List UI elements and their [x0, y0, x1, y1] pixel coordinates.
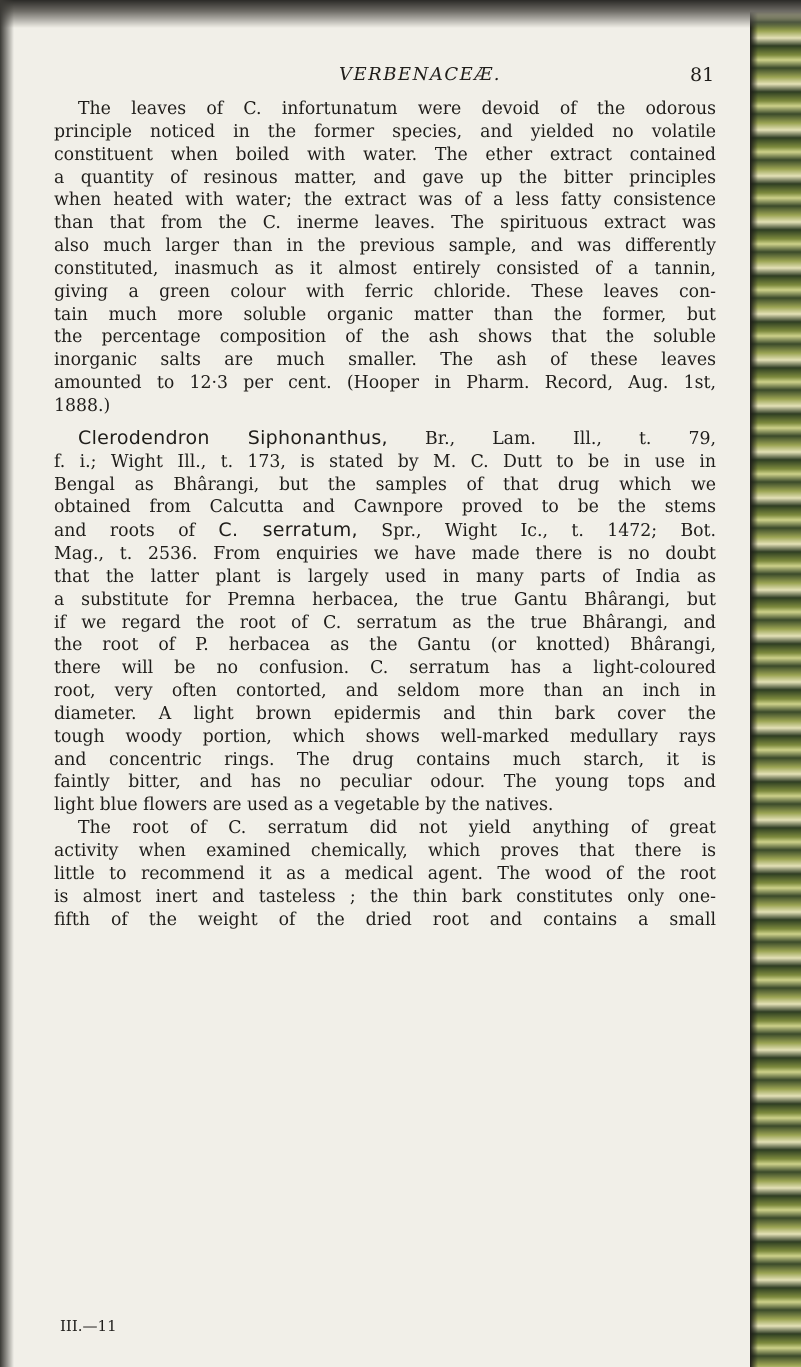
- text-line: f. i.; Wight Ill., t. 173, is stated by M. C. Dutt to be in use in: [54, 451, 716, 472]
- species-heading: Clerodendron Siphonanthus,: [78, 426, 388, 449]
- text-line: diameter. A light brown epidermis and thin bark cover the: [54, 703, 716, 724]
- text-line: giving a green colour with ferric chloride. These leaves con-: [54, 281, 716, 302]
- text-line: amounted to 12·3 per cent. (Hooper in Pharm. Record, Aug. 1st,: [54, 373, 716, 394]
- text-line: The root of C. serratum did not yield anything of great: [78, 818, 716, 839]
- text-line: tough woody portion, which shows well-marked medullary rays: [54, 726, 716, 747]
- page-number: 81: [690, 64, 715, 86]
- text-line: and concentric rings. The drug contains much starch, it is: [54, 749, 716, 770]
- species-citation: Br., Lam. Ill., t. 79,: [387, 428, 716, 449]
- text-line: also much larger than in the previous sample, and was differently: [54, 236, 716, 257]
- text-line: principle noticed in the former species, and yielded no volatile: [54, 121, 716, 142]
- text-line: that the latter plant is largely used in many parts of India as: [54, 566, 716, 587]
- text-line: inorganic salts are much smaller. The ash of these leaves: [54, 350, 716, 371]
- text-line: constituent when boiled with water. The ether extract contained: [54, 144, 716, 165]
- body-text: [54, 98, 716, 931]
- text-line: Mag., t. 2536. From enquiries we have made there is no doubt: [54, 544, 716, 565]
- text-line: there will be no confusion. C. serratum has a light-coloured: [54, 658, 716, 679]
- text-line: The leaves of C. infortunatum were devoid of the odorous: [78, 99, 716, 119]
- signature-mark: III.—11: [60, 1317, 117, 1335]
- text-line: faintly bitter, and has no peculiar odour. The young tops and: [54, 772, 716, 793]
- text-fragment: and roots of: [54, 521, 219, 542]
- text-line: little to recommend it as a medical agent. The wood of the root: [54, 863, 716, 884]
- top-edge-shadow: [0, 0, 801, 28]
- text-line: fifth of the weight of the dried root and contains a small: [54, 909, 716, 930]
- text-line: when heated with water; the extract was of a less fatty consistence: [54, 190, 716, 211]
- paragraph-siphonanthus: [54, 427, 716, 817]
- text-line: obtained from Calcutta and Cawnpore proved to be the stems: [54, 497, 716, 518]
- text-line: [54, 427, 716, 451]
- species-name-serratum: C. serratum,: [218, 519, 358, 542]
- running-head: [0, 64, 750, 94]
- text-line: [54, 519, 716, 543]
- text-line: root, very often contorted, and seldom more than an inch in: [54, 681, 716, 702]
- book-spine: [750, 0, 801, 1367]
- text-line: tain much more soluble organic matter than the former, but: [54, 304, 716, 325]
- paragraph-leaves-infortunatum: [54, 98, 716, 418]
- paragraph-root-serratum: [54, 817, 716, 931]
- text-line: if we regard the root of C. serratum as the true Bhârangi, and: [54, 612, 716, 633]
- text-line: the root of P. herbacea as the Gantu (or knotted) Bhârangi,: [54, 635, 716, 656]
- text-line: a substitute for Premna herbacea, the true Gantu Bhârangi, but: [54, 589, 716, 610]
- text-line: Bengal as Bhârangi, but the samples of that drug which we: [54, 474, 716, 495]
- text-line: is almost inert and tasteless ; the thin bark constitutes only one-: [54, 886, 716, 907]
- text-line: a quantity of resinous matter, and gave up the bitter principles: [54, 167, 716, 188]
- text-line: 1888.): [54, 395, 111, 416]
- text-line: the percentage composition of the ash shows that the soluble: [54, 327, 716, 348]
- text-line: activity when examined chemically, which proves that there is: [54, 841, 716, 861]
- text-line: light blue flowers are used as a vegetable by the natives.: [54, 795, 554, 816]
- text-fragment: Spr., Wight Ic., t. 1472; Bot.: [357, 521, 716, 542]
- left-edge-shadow: [0, 0, 14, 1367]
- running-head-title: VERBENACEÆ.: [339, 64, 501, 85]
- text-line: constituted, inasmuch as it almost entirely consisted of a tannin,: [54, 258, 716, 279]
- text-line: than that from the C. inerme leaves. The spirituous extract was: [54, 213, 716, 234]
